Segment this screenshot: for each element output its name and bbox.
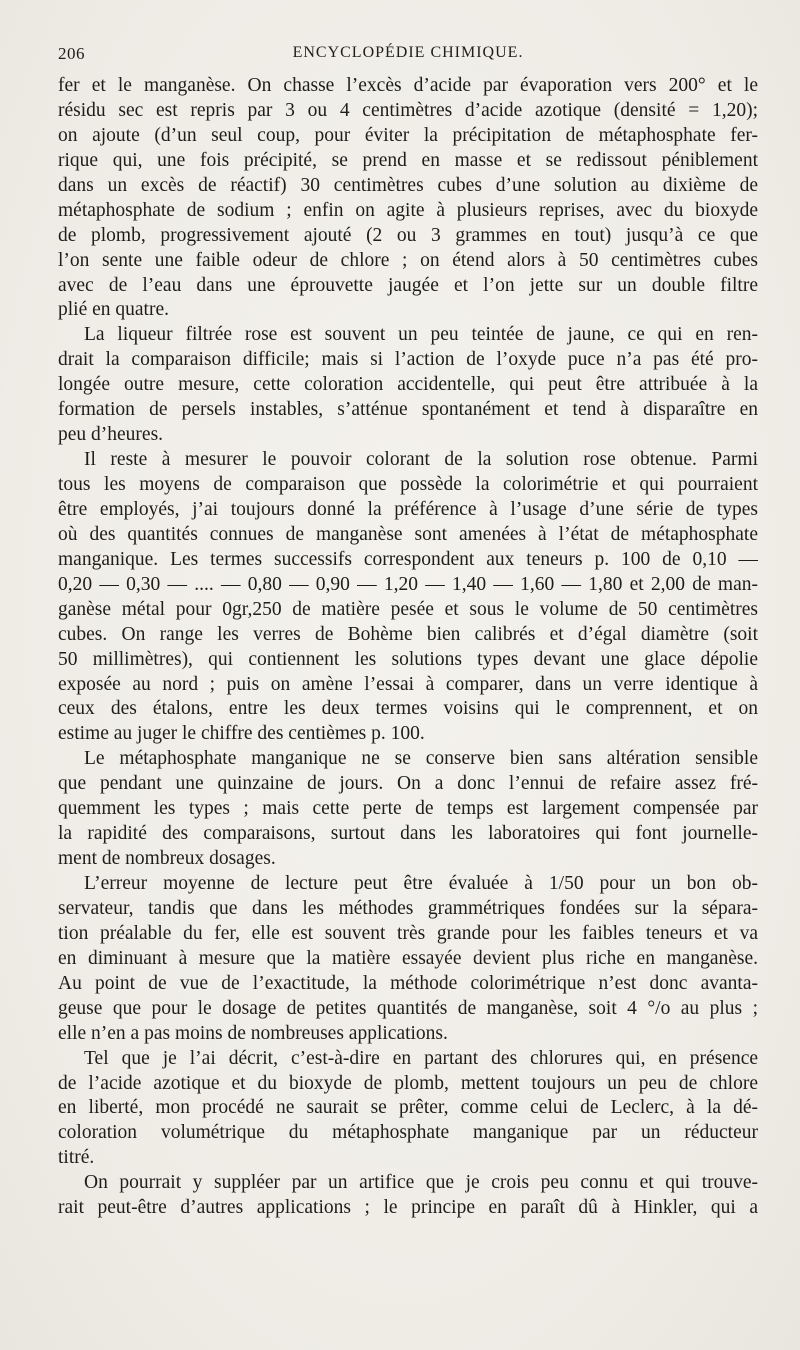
text-line: l’on sente une faible odeur de chlore ; on étend alors à 50 centimètres cubes bbox=[58, 249, 758, 271]
text-line: de l’acide azotique et du bioxyde de plomb, mettent toujours un peu de chlore bbox=[58, 1072, 758, 1094]
text-line: formation de persels instables, s’atténue spontanément et tend à disparaître en bbox=[58, 399, 758, 421]
text-line: 0,20 — 0,30 — .... — 0,80 — 0,90 — 1,20 — 1,40 — 1,60 — 1,80 et 2,00 de man- bbox=[58, 573, 758, 595]
text-line: On pourrait y suppléer par un artifice que je crois peu connu et qui trouve- bbox=[84, 1172, 758, 1194]
header-title: ENCYCLOPÉDIE CHIMIQUE. bbox=[292, 44, 524, 61]
text-line: ceux des étalons, entre les deux termes voisins qui le comprennent, et on bbox=[58, 698, 758, 720]
text-line: Il reste à mesurer le pouvoir colorant de la solution rose obtenue. Parmi bbox=[84, 449, 758, 471]
text-line: fer et le manganèse. On chasse l’excès d’acide par évaporation vers 200° et le bbox=[58, 75, 758, 96]
text-line: 50 millimètres), qui contiennent les solutions types devant une glace dépolie bbox=[58, 648, 758, 670]
text-line: longée outre mesure, cette coloration accidentelle, qui peut être attribuée à la bbox=[58, 374, 758, 396]
text-line: geuse que pour le dosage de petites quantités de manganèse, soit 4 °/o au plus ; bbox=[58, 997, 758, 1019]
text-line: rique qui, une fois précipité, se prend en masse et se redissout péniblement bbox=[58, 149, 758, 171]
text-line: ment de nombreux dosages. bbox=[58, 848, 276, 870]
text-line: ganèse métal pour 0gr,250 de matière pesée et sous le volume de 50 centimètres bbox=[58, 598, 758, 620]
text-line: plié en quatre. bbox=[58, 299, 169, 321]
page-number: 206 bbox=[58, 44, 85, 63]
text-line: dans un excès de réactif) 30 centimètres cubes d’une solution au dixième de bbox=[58, 174, 758, 196]
text-line: être employés, j’ai toujours donné la préférence à l’usage d’une série de types bbox=[58, 498, 758, 520]
text-line: servateur, tandis que dans les méthodes grammétriques fondées sur la sépara- bbox=[58, 897, 758, 919]
text-line: métaphosphate de sodium ; enfin on agite à plusieurs reprises, avec du bioxyde bbox=[58, 199, 758, 221]
text-line: la rapidité des comparaisons, surtout dans les laboratoires qui font journelle- bbox=[58, 823, 758, 845]
body-text bbox=[58, 74, 758, 1221]
text-line: La liqueur filtrée rose est souvent un peu teintée de jaune, ce qui en ren- bbox=[84, 324, 758, 346]
text-line: de plomb, progressivement ajouté (2 ou 3 grammes en tout) jusqu’à ce que bbox=[58, 224, 758, 246]
text-line: elle n’en a pas moins de nombreuses applications. bbox=[58, 1022, 448, 1044]
text-line: peu d’heures. bbox=[58, 424, 164, 446]
text-line: en liberté, mon procédé ne saurait se prêter, comme celui de Leclerc, à la dé- bbox=[58, 1097, 758, 1119]
text-line: on ajoute (d’un seul coup, pour éviter la précipitation de métaphosphate fer- bbox=[58, 124, 758, 146]
text-line: Tel que je l’ai décrit, c’est-à-dire en partant des chlorures qui, en présence bbox=[84, 1047, 758, 1069]
text-line: L’erreur moyenne de lecture peut être évaluée à 1/50 pour un bon ob- bbox=[84, 873, 758, 894]
text-line: Le métaphosphate manganique ne se conserve bien sans altération sensible bbox=[84, 748, 758, 770]
text-line: avec de l’eau dans une éprouvette jaugée et l’on jette sur un double filtre bbox=[58, 274, 758, 296]
text-line: que pendant une quinzaine de jours. On a donc l’ennui de refaire assez fré- bbox=[58, 773, 758, 795]
text-line: rait peut-être d’autres applications ; le principe en paraît dû à Hinkler, qui a bbox=[58, 1197, 758, 1219]
text-line: tous les moyens de comparaison que possède la colorimétrie et qui pourraient bbox=[58, 474, 758, 495]
text-line: Au point de vue de l’exactitude, la méthode colorimétrique n’est donc avanta- bbox=[58, 972, 758, 994]
text-line: où des quantités connues de manganèse sont amenées à l’état de métaphosphate bbox=[58, 523, 758, 545]
text-line: en diminuant à mesure que la matière essayée devient plus riche en manganèse. bbox=[58, 947, 758, 969]
text-line: coloration volumétrique du métaphosphate manganique par un réducteur bbox=[58, 1122, 758, 1144]
text-line: résidu sec est repris par 3 ou 4 centimètres d’acide azotique (densité = 1,20); bbox=[58, 99, 758, 121]
text-line: cubes. On range les verres de Bohème bien calibrés et d’égal diamètre (soit bbox=[58, 623, 758, 645]
text-line: manganique. Les termes successifs correspondent aux teneurs p. 100 de 0,10 — bbox=[58, 548, 758, 570]
text-line: quemment les types ; mais cette perte de temps est largement compensée par bbox=[58, 798, 758, 820]
text-line: drait la comparaison difficile; mais si l’action de l’oxyde puce n’a pas été pro- bbox=[58, 349, 758, 371]
text-line: estime au juger le chiffre des centièmes p. 100. bbox=[58, 723, 425, 745]
text-line: titré. bbox=[58, 1147, 95, 1169]
running-header bbox=[58, 44, 758, 68]
text-line: tion préalable du fer, elle est souvent très grande pour les faibles teneurs et va bbox=[58, 922, 758, 944]
text-line: exposée au nord ; puis on amène l’essai à comparer, dans un verre identique à bbox=[58, 673, 758, 695]
